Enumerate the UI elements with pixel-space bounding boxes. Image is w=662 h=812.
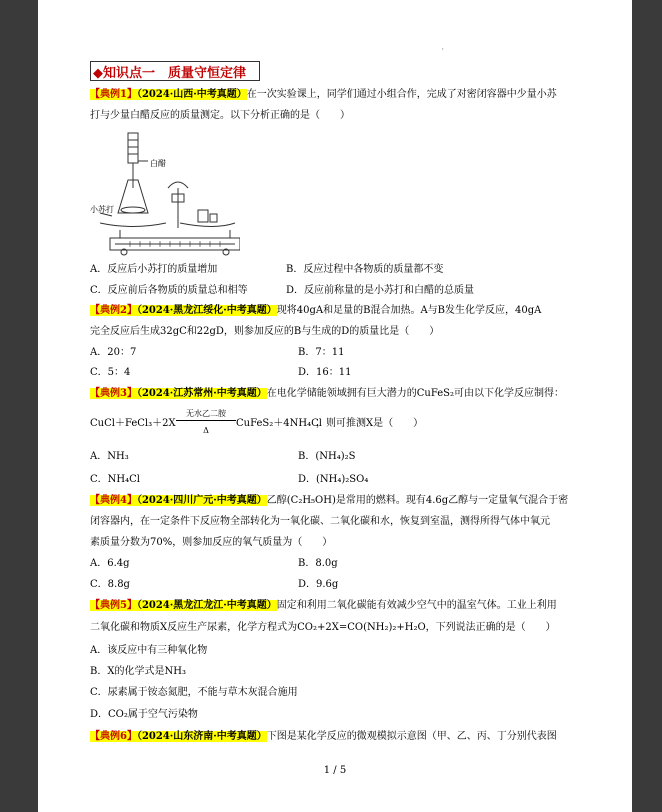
q2-option-c: C．5：4 bbox=[90, 367, 131, 378]
q4-option-d: D．9.6g bbox=[298, 579, 339, 590]
q1-source: （2024·山西·中考真题） bbox=[136, 89, 247, 100]
q3-equation-bar bbox=[176, 420, 236, 421]
q1-tag: 【典例1】 bbox=[90, 89, 137, 100]
q2-option-a: A．20：7 bbox=[90, 347, 137, 358]
section-header bbox=[90, 61, 260, 81]
q3-source: （2024·江苏常州·中考真题） bbox=[136, 388, 267, 399]
q4-option-a: A．6.4g bbox=[90, 558, 130, 569]
q3-line1: 【典例3】（2024·江苏常州·中考真题）在电化学储能领域拥有巨大潜力的CuFeS₂可由以下化学反应制得： bbox=[90, 388, 565, 399]
q5-option-d: D．CO₂属于空气污染物 bbox=[90, 709, 198, 720]
q2-line1: 【典例2】（2024·黑龙江绥化·中考真题）现将40gA和足量的B混合加热。A与B发生化学反应，40gA bbox=[90, 305, 542, 316]
section-title: 知识点一 质量守恒定律 bbox=[103, 66, 247, 81]
q4-option-b: B．8.0g bbox=[298, 558, 338, 569]
q4-source: （2024·四川广元·中考真题） bbox=[136, 495, 267, 506]
q5-option-c: C．尿素属于铵态氮肥，不能与草木灰混合施用 bbox=[90, 687, 298, 698]
q3-option-d: D．(NH₄)₂SO₄ bbox=[298, 474, 369, 485]
page-number: 1 / 5 bbox=[323, 765, 347, 776]
q3-equation-right: CuFeS₂＋4NH₄Cl bbox=[236, 418, 322, 429]
q1-option-b: B．反应过程中各物质的质量都不变 bbox=[286, 264, 444, 275]
q5-option-a: A．该反应中有三种氧化物 bbox=[90, 645, 208, 656]
q3-condition-bottom: Δ bbox=[203, 426, 209, 435]
q4-tag: 【典例4】 bbox=[90, 495, 137, 506]
q3-condition-top: 无水乙二胺 bbox=[186, 409, 226, 418]
q4-line1: 【典例4】（2024·四川广元·中考真题）乙醇(C₂H₅OH)是常用的燃料。现有4.6g乙醇与一定量氧气混合于密 bbox=[90, 495, 569, 506]
q3-option-c: C．NH₄Cl bbox=[90, 474, 140, 485]
q2-line2: 完全反应后生成32gC和22gD，则参加反应的B与生成的D的质量比是（ ） bbox=[90, 326, 440, 337]
q5-tag: 【典例5】 bbox=[90, 600, 137, 611]
q3-option-a: A．NH₃ bbox=[90, 451, 129, 462]
q5-source: （2024·黑龙江龙江·中考真题） bbox=[136, 600, 277, 611]
q3-option-b: B．(NH₄)₂S bbox=[298, 451, 356, 462]
diamond-icon: ◆ bbox=[93, 66, 103, 81]
q1-line1: 【典例1】（2024·山西·中考真题）在一次实验课上，同学们通过小组合作，完成了对密闭容器中少量小苏 bbox=[90, 89, 557, 100]
q6-tag: 【典例6】 bbox=[90, 731, 137, 742]
label-soda: 小苏打 bbox=[90, 205, 114, 214]
q4-option-c: C．8.8g bbox=[90, 579, 130, 590]
q6-source: （2024·山东济南·中考真题） bbox=[136, 731, 267, 742]
q1-option-a: A．反应后小苏打的质量增加 bbox=[90, 264, 218, 275]
q1-option-c: C．反应前后各物质的质量总和相等 bbox=[90, 285, 248, 296]
balance-apparatus-figure bbox=[90, 128, 240, 258]
q4-line3: 素质量分数为70%，则参加反应的氧气质量为（ ） bbox=[90, 537, 333, 548]
q1-line2: 打与少量白醋反应的质量测定。以下分析正确的是（ ） bbox=[90, 110, 350, 121]
q5-option-b: B．X的化学式是NH₃ bbox=[90, 666, 186, 677]
q1-option-d: D．反应前称量的是小苏打和白醋的总质量 bbox=[286, 285, 475, 296]
q3-tag: 【典例3】 bbox=[90, 388, 137, 399]
q2-tag: 【典例2】 bbox=[90, 305, 137, 316]
q6-line1: 【典例6】（2024·山东济南·中考真题）下图是某化学反应的微观模拟示意图（甲、乙、丙、丁分别代表图 bbox=[90, 731, 557, 742]
label-vinegar: 白醋 bbox=[150, 159, 166, 168]
q4-line2: 闭容器内，在一定条件下反应物全部转化为一氧化碳、二氧化碳和水，恢复到室温，测得所得气体中氧元 bbox=[90, 516, 550, 527]
q5-line2: 二氧化碳和物质X反应生产尿素，化学方程式为CO₂+2X=CO(NH₂)₂+H₂O，下列说法正确的是（ ） bbox=[90, 622, 556, 633]
q2-option-b: B．7：11 bbox=[298, 347, 345, 358]
q3-equation-tail: ，则可推测X是（ ） bbox=[316, 418, 424, 429]
q2-option-d: D．16：11 bbox=[298, 367, 352, 378]
stray-mark: ' bbox=[442, 48, 444, 55]
q2-source: （2024·黑龙江绥化·中考真题） bbox=[136, 305, 277, 316]
document-page bbox=[38, 0, 632, 812]
q5-line1: 【典例5】（2024·黑龙江龙江·中考真题）固定和利用二氧化碳能有效减少空气中的温室气体。工业上利用 bbox=[90, 600, 557, 611]
q3-equation-left: CuCl＋FeCl₃＋2X bbox=[90, 418, 176, 429]
